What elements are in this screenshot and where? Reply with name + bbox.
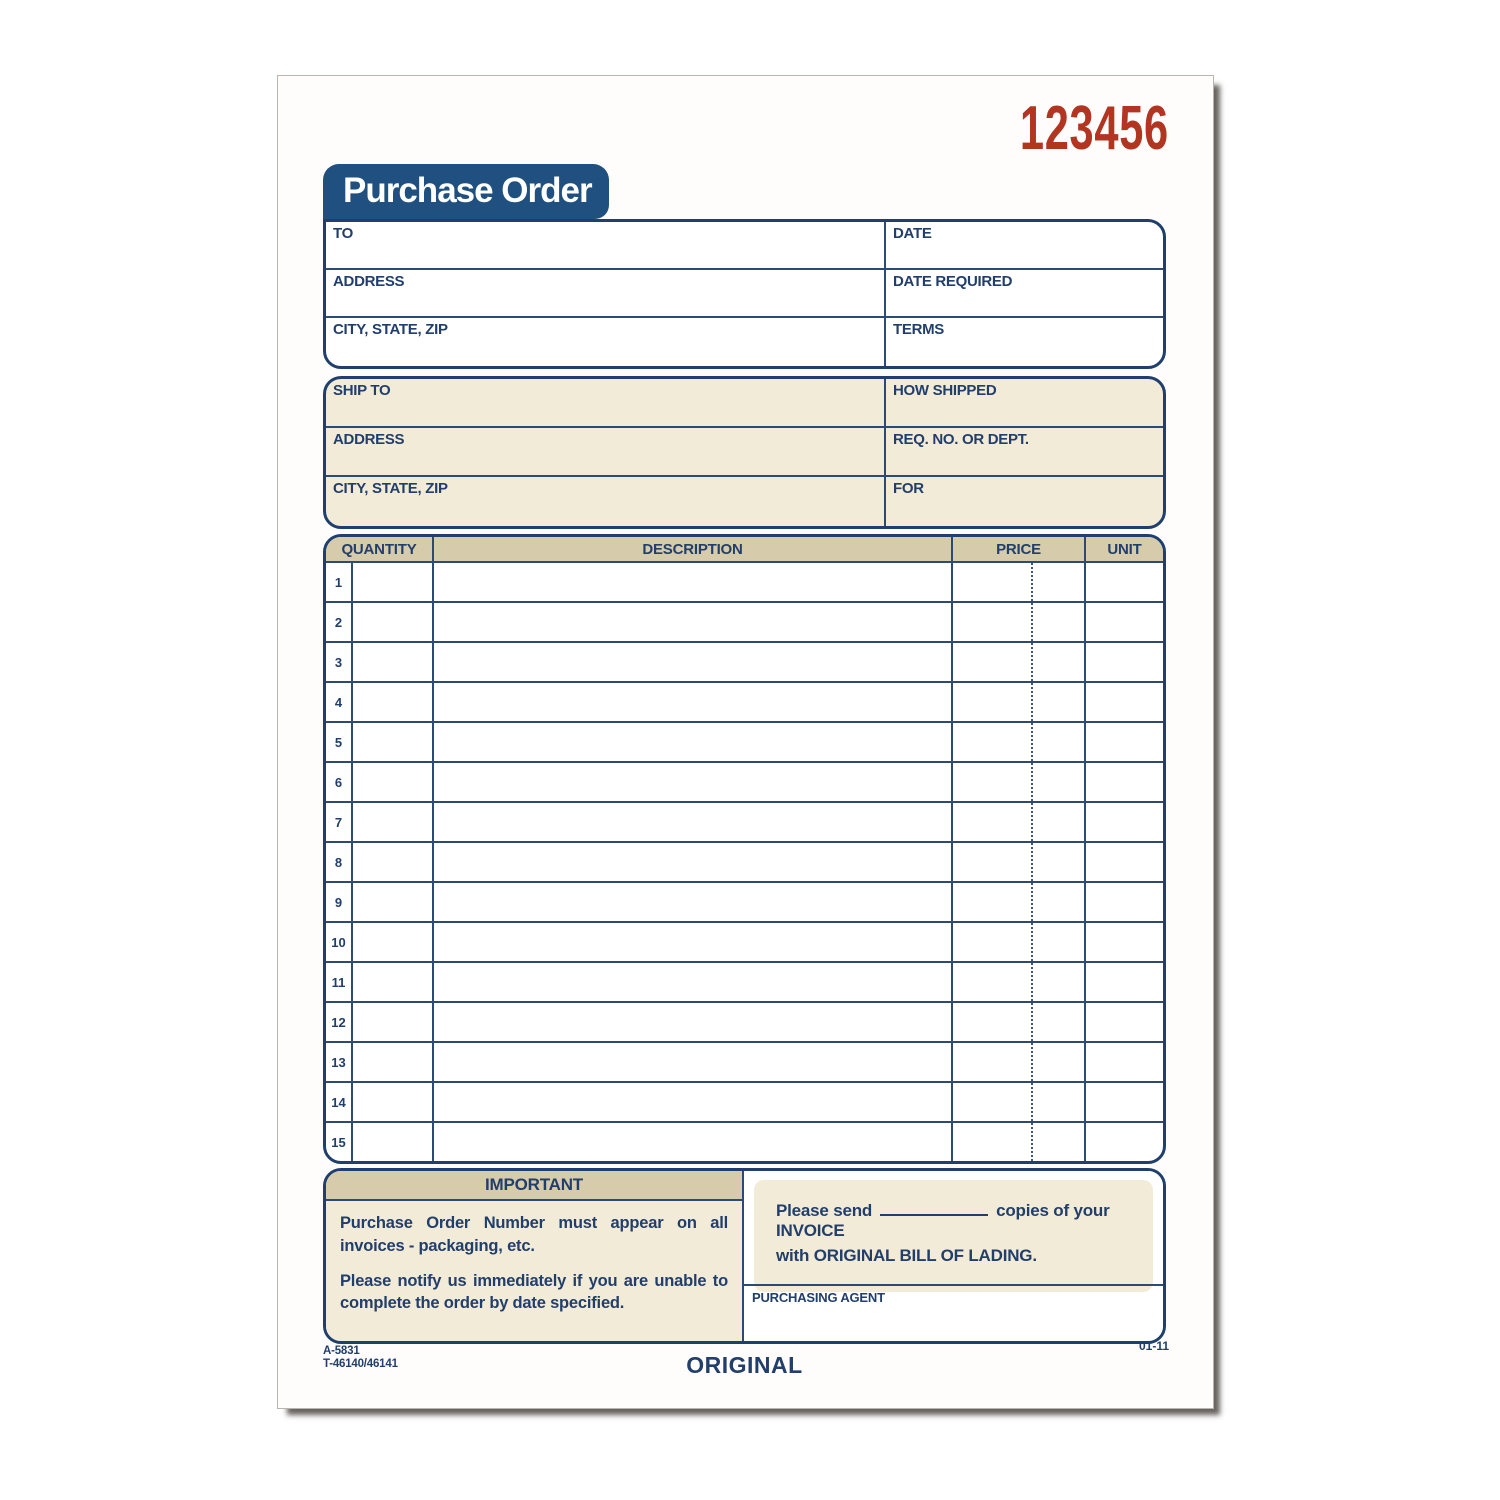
row-number: 10 bbox=[331, 934, 346, 950]
description-divider bbox=[951, 563, 953, 1161]
row-number: 13 bbox=[331, 1054, 346, 1070]
line-items-table bbox=[323, 534, 1166, 1164]
table-row bbox=[326, 1083, 1163, 1123]
row-number: 15 bbox=[331, 1134, 346, 1150]
important-header: IMPORTANT bbox=[326, 1171, 742, 1201]
stock-code: T-46140/46141 bbox=[323, 1358, 398, 1371]
vendor-section bbox=[323, 219, 1166, 369]
how-shipped-field bbox=[886, 379, 1163, 428]
vendor-city-state-zip-label: CITY, STATE, ZIP bbox=[333, 321, 448, 338]
row-number: 4 bbox=[334, 694, 343, 710]
important-paragraph-2: Please notify us immediately if you are unable to complete the order by date specified. bbox=[340, 1271, 728, 1313]
important-notice-box bbox=[326, 1171, 744, 1341]
date-field bbox=[886, 222, 1163, 270]
ship-city-state-zip-field bbox=[326, 477, 886, 526]
important-body bbox=[326, 1201, 742, 1327]
description-column-header: DESCRIPTION bbox=[434, 537, 953, 561]
form-title-tab bbox=[323, 164, 609, 219]
table-row bbox=[326, 883, 1163, 923]
vendor-address-label: ADDRESS bbox=[333, 273, 405, 290]
row-number: 8 bbox=[334, 854, 343, 870]
quantity-divider bbox=[432, 563, 434, 1161]
quantity-column-header: QUANTITY bbox=[326, 537, 434, 561]
ship-to-section bbox=[323, 376, 1166, 529]
ship-to-field-label: SHIP TO bbox=[333, 382, 391, 399]
vendor-address-field bbox=[326, 270, 886, 318]
table-row bbox=[326, 1003, 1163, 1043]
important-paragraph-1: Purchase Order Number must appear on all invoices - packaging, etc. bbox=[340, 1214, 728, 1255]
row-number: 11 bbox=[331, 974, 346, 990]
table-row bbox=[326, 963, 1163, 1003]
purchasing-agent-label: PURCHASING AGENT bbox=[752, 1290, 885, 1305]
table-row bbox=[326, 843, 1163, 883]
vendor-city-state-zip-field bbox=[326, 318, 886, 366]
for-field-label: FOR bbox=[893, 480, 924, 497]
req-no-field bbox=[886, 428, 1163, 477]
date-required-field bbox=[886, 270, 1163, 318]
row-number: 14 bbox=[331, 1094, 346, 1110]
row-number: 3 bbox=[334, 654, 343, 670]
table-row bbox=[326, 603, 1163, 643]
for-field bbox=[886, 477, 1163, 526]
invoice-note-line2: with ORIGINAL BILL OF LADING. bbox=[776, 1246, 1037, 1265]
copies-blank-line bbox=[880, 1200, 988, 1216]
invoice-note-line1 bbox=[776, 1200, 1141, 1241]
ship-address-field bbox=[326, 428, 886, 477]
table-row bbox=[326, 563, 1163, 603]
row-number: 2 bbox=[334, 614, 343, 630]
row-number: 1 bbox=[334, 574, 343, 590]
ship-address-label: ADDRESS bbox=[333, 431, 405, 448]
table-row bbox=[326, 763, 1163, 803]
row-number-divider bbox=[351, 563, 353, 1161]
ship-to-field bbox=[326, 379, 886, 428]
invoice-note-line1-before: Please send bbox=[776, 1201, 873, 1220]
table-row bbox=[326, 923, 1163, 963]
table-row bbox=[326, 803, 1163, 843]
row-number: 12 bbox=[331, 1014, 346, 1030]
invoice-instructions-area bbox=[744, 1171, 1163, 1341]
table-row bbox=[326, 643, 1163, 683]
ship-city-state-zip-label: CITY, STATE, ZIP bbox=[333, 480, 448, 497]
purchasing-agent-field bbox=[744, 1284, 1163, 1341]
items-table-header bbox=[326, 537, 1163, 563]
form-code: A-5831 bbox=[323, 1345, 360, 1357]
to-field-label: TO bbox=[333, 225, 353, 242]
row-number: 9 bbox=[334, 894, 343, 910]
row-number: 5 bbox=[334, 734, 343, 750]
table-row bbox=[326, 1043, 1163, 1083]
to-field bbox=[326, 222, 886, 270]
form-sheet bbox=[277, 75, 1214, 1409]
copy-label: ORIGINAL bbox=[686, 1352, 803, 1378]
table-row bbox=[326, 1123, 1163, 1161]
terms-field-label: TERMS bbox=[893, 321, 945, 338]
revision-code: 01-11 bbox=[1138, 1339, 1169, 1353]
items-table-body bbox=[326, 563, 1163, 1161]
invoice-note-box bbox=[754, 1180, 1153, 1292]
table-row bbox=[326, 723, 1163, 763]
req-no-label: REQ. NO. OR DEPT. bbox=[893, 431, 1029, 448]
row-number: 7 bbox=[334, 814, 343, 830]
date-required-label: DATE REQUIRED bbox=[893, 273, 1013, 290]
date-field-label: DATE bbox=[893, 225, 932, 242]
notes-section bbox=[323, 1168, 1166, 1344]
price-divider bbox=[1084, 563, 1086, 1161]
unit-column-header: UNIT bbox=[1107, 540, 1142, 558]
row-number: 6 bbox=[334, 774, 343, 790]
price-column-header: PRICE bbox=[953, 537, 1086, 561]
price-decimal-dotted-line bbox=[1031, 563, 1033, 1161]
po-number-stamp: 123456 bbox=[1019, 94, 1169, 163]
invoice-note-line1-after: copies of your INVOICE bbox=[776, 1201, 1110, 1240]
how-shipped-label: HOW SHIPPED bbox=[893, 382, 997, 399]
table-row bbox=[326, 683, 1163, 723]
terms-field bbox=[886, 318, 1163, 366]
form-title: Purchase Order bbox=[343, 171, 592, 210]
